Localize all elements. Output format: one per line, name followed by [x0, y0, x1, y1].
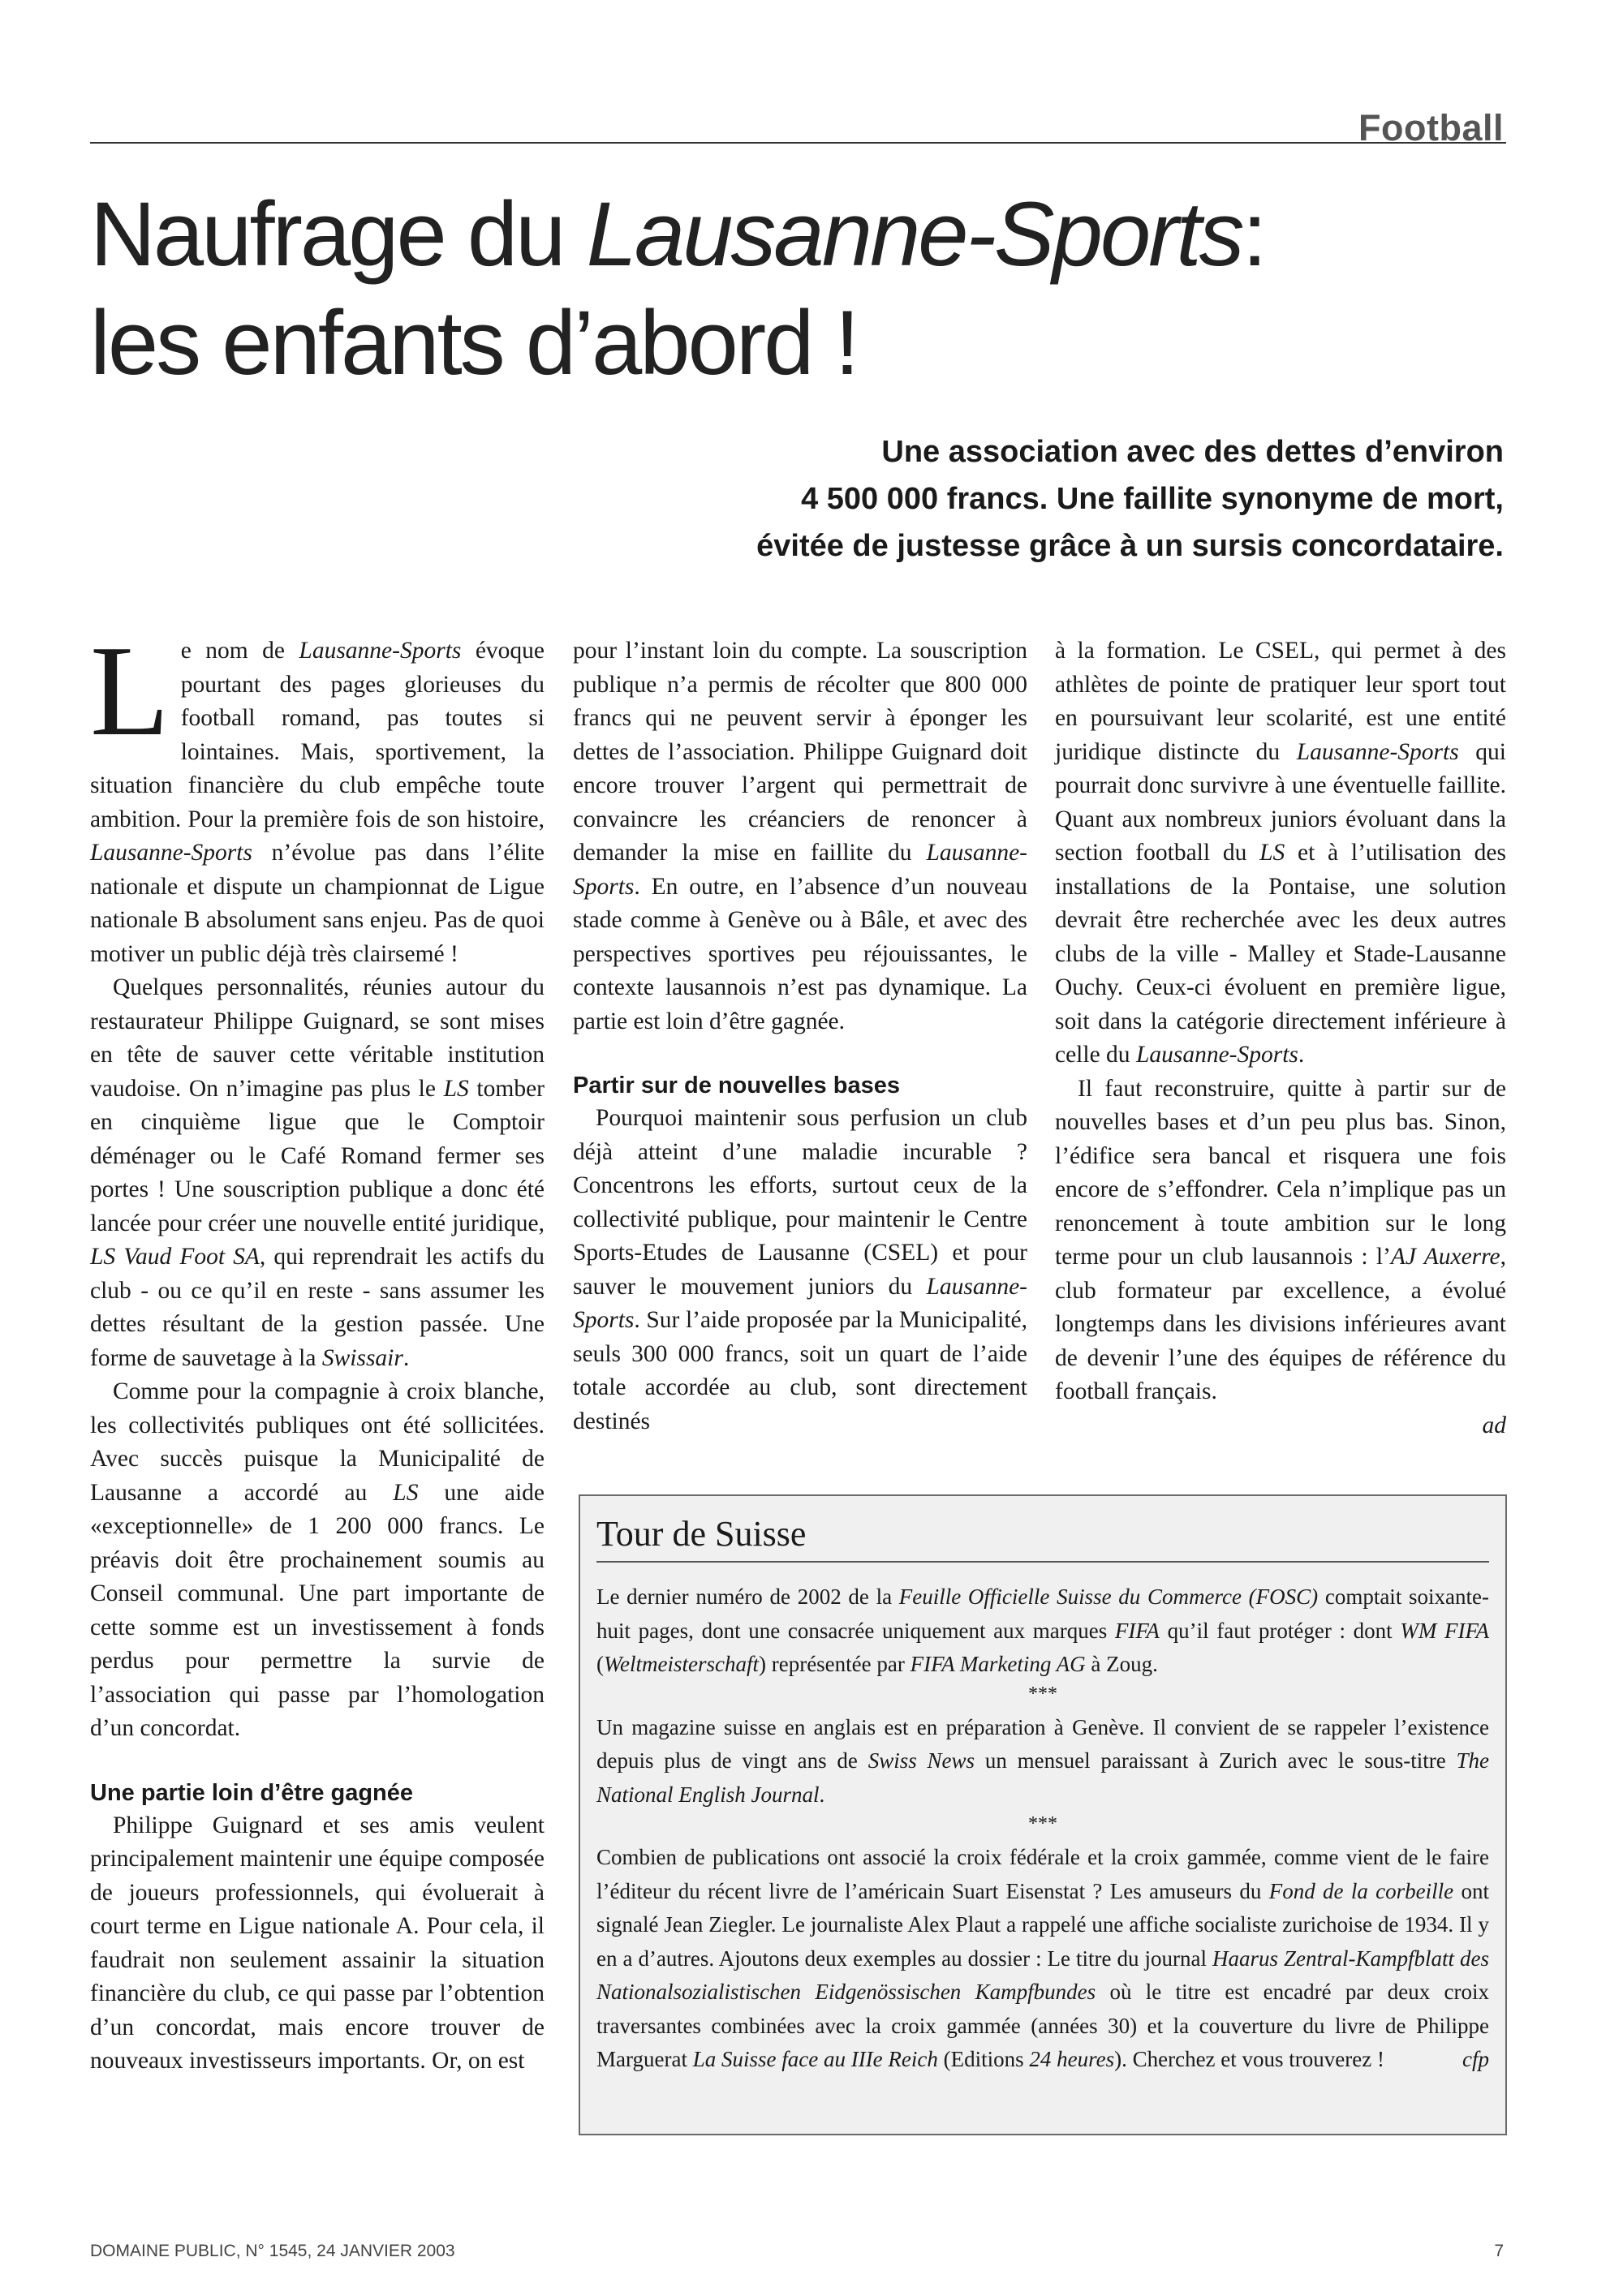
headline-line-1: [90, 180, 1506, 289]
text: ) représentée par: [758, 1652, 911, 1676]
text: pour l’instant loin du compte. La souscription publique n’a permis de récolter que 800 000 francs qui ne peuvent servir à éponger les dettes de l’association. Philippe Guignard doit encore trouver l’argent qui permettrait de convaincre les créanciers de renoncer à demander la mise en faillite du: [573, 638, 1027, 866]
text-em: 24 heures: [1029, 2047, 1115, 2071]
paragraph: Philippe Guignard et ses amis veulent principalement maintenir une équipe composée de joueurs professionnels, qui évoluerait à court terme en Ligue nationale A. Pour cela, il faudrait non seulement assainir la situation financière du club, ce qui passe par l’obtention d’un concordat, mais encore trouver de nouveaux investisseurs importants. Or, on est: [90, 1812, 545, 2074]
box-item: [596, 1841, 1489, 2077]
text: où le titre est encadré par deux croix traversantes combinées avec la croix gammée (années 30) et la couverture du livre de Philippe Marguerat: [596, 1980, 1489, 2071]
article-column-3: [1055, 634, 1506, 1443]
separator: ***: [1028, 1683, 1057, 1705]
box-title: Tour de Suisse: [596, 1511, 1489, 1563]
subheading: Une partie loin d’être gagnée: [90, 1779, 414, 1806]
text-em: Haarus Zentral-Kampfblatt des Nationalsozialistischen Eidgenössischen Kampfbundes: [596, 1946, 1489, 2004]
text: Le dernier numéro de 2002 de la: [596, 1584, 899, 1609]
text: tomber en cinquième ligue que le Comptoir déménager ou le Café Romand fermer ses portes ! Une souscription publique a donc été lancée pour créer une nouvelle entité juridique,: [90, 1075, 545, 1236]
text: et à l’utilisation des installations de la Pontaise, une solution devrait être recherchée avec les deux autres clubs de la ville - Malley et Stade-Lausanne Ouchy. Ceux-ci évoluent en première ligue, soit dans la catégorie directement inférieure à celle du: [1055, 840, 1506, 1068]
text-em: Swissair: [321, 1344, 403, 1371]
text-em: AJ Auxerre: [1390, 1244, 1500, 1270]
headline-text: Naufrage du: [90, 183, 587, 285]
text-em: FIFA: [1114, 1618, 1160, 1643]
text: n’évolue pas dans l’élite nationale et dispute un championnat de Ligue nationale B absolument sans enjeu. Pas de quoi motiver un public déjà très clairsemé !: [90, 840, 545, 967]
text-em: LS: [443, 1075, 469, 1102]
text-em: Weltmeisterschaft: [604, 1652, 759, 1676]
separator: ***: [1028, 1813, 1057, 1834]
page-number: 7: [1494, 2242, 1504, 2260]
box-signature: cfp: [1462, 2047, 1489, 2071]
text-em: Lausanne-Sports: [1135, 1042, 1298, 1068]
text: une aide «exceptionnelle» de 1 200 000 francs. Le préavis doit être prochainement soumis au Conseil communal. Une part importante de cette somme est un investissement à fonds perdus pour permettre la survie de l’association qui passe par l’homologation d’un concordat.: [90, 1479, 545, 1741]
text: . En outre, en l’absence d’un nouveau stade comme à Genève ou à Bâle, et avec des perspectives sportives peu réjouissantes, le contexte lausannois n’est pas dynamique. La partie est loin d’être gagnée.: [573, 873, 1027, 1034]
drop-cap: L: [90, 618, 170, 763]
text-em: Lausanne-Sports: [573, 1273, 1027, 1333]
paragraph: [90, 971, 545, 1375]
footer-publication: DOMAINE PUBLIC, N° 1545, 24 JANVIER 2003: [90, 2242, 455, 2260]
text: , club formateur par excellence, a évolué longtemps dans les divisions inférieures avant de devenir l’une des équipes de référence du football français.: [1055, 1244, 1506, 1404]
text-em: LS Vaud Foot SA: [90, 1244, 260, 1270]
text-em: Lausanne-Sports: [1296, 738, 1459, 765]
text: Quelques personnalités, réunies autour du restaurateur Philippe Guignard, se sont mises en tête de sauver cette véritable institution vaudoise. On n’imagine pas plus le: [90, 974, 545, 1102]
paragraph: [1055, 1073, 1506, 1409]
paragraph: [90, 618, 545, 971]
text: un mensuel paraissant à Zurich avec le sous-titre: [975, 1748, 1457, 1773]
text: ). Cherchez et vous trouverez !: [1114, 2047, 1384, 2071]
paragraph: [1055, 634, 1506, 1073]
box-item: [596, 1580, 1489, 1682]
author-signature: ad: [1482, 1412, 1506, 1438]
paragraph: [573, 634, 1027, 1038]
text: . Sur l’aide proposée par la Municipalité, seuls 300 000 francs, soit un quart de l’aide totale accordée au club, sont directement destinés: [573, 1307, 1027, 1434]
text: Il faut reconstruire, quitte à partir sur de nouvelles bases et d’un peu plus bas. Sinon, l’édifice sera bancal et risquera une fois encore de s’effondrer. Cela n’implique pas un renoncement à toute ambition sur le long terme pour un club lausannois : l’: [1055, 1075, 1506, 1270]
headline: [90, 180, 1506, 398]
headline-text: :: [1242, 183, 1265, 285]
section-label: Football: [1358, 107, 1504, 148]
text: évoque pourtant des pages glorieuses du football romand, pas toutes si lointaines. Mais, sportivement, la situation financière du club empêche toute ambition. Pour la première fois de son histoire,: [90, 638, 545, 832]
text-em: La Suisse face au IIIe Reich: [692, 2047, 938, 2071]
text: Combien de publications ont associé la croix fédérale et la croix gammée, comme vient de le faire l’éditeur du récent livre de l’américain Suart Eisenstat ? Les amuseurs du: [596, 1845, 1489, 1903]
text-em: Swiss News: [867, 1748, 975, 1773]
text-em: LS: [393, 1479, 419, 1506]
text-em: Lausanne-Sports: [573, 840, 1027, 900]
article-column-2: [573, 634, 1027, 1438]
tour-de-suisse-box: [579, 1494, 1507, 2135]
text: .: [1298, 1042, 1305, 1068]
subhead: [530, 428, 1504, 570]
text-em: Feuille Officielle Suisse du Commerce (FOSC): [898, 1584, 1319, 1609]
subhead-line: 4 500 000 francs. Une faillite synonyme de mort,: [801, 482, 1504, 516]
subhead-line: évitée de justesse grâce à un sursis concordataire.: [756, 529, 1504, 563]
article-column-1: [90, 618, 545, 2079]
top-rule: [90, 142, 1506, 144]
text-em: Lausanne-Sports: [299, 638, 462, 664]
text: qu’il faut protéger : dont: [1159, 1618, 1401, 1643]
text-em: Lausanne-Sports: [90, 840, 252, 866]
text: .: [819, 1782, 825, 1807]
text: (Editions: [937, 2047, 1030, 2071]
text: ont signalé Jean Ziegler. Le journaliste Alex Plaut a rappelé une affiche socialiste zurichoise de 1934. Il y en a d’autres. Ajoutons deux exemples au dossier : Le titre du journal: [596, 1878, 1489, 1971]
text: qui pourrait donc survivre à une éventuelle faillite. Quant aux nombreux juniors évoluant dans la section football du: [1055, 738, 1506, 866]
text-em: The National English Journal: [596, 1748, 1489, 1807]
text: (: [596, 1652, 604, 1676]
text-em: WM FIFA: [1400, 1618, 1489, 1643]
text-em: LS: [1259, 840, 1285, 866]
paragraph: [573, 1102, 1027, 1438]
text-em: Fond de la corbeille: [1268, 1878, 1454, 1903]
text: Comme pour la compagnie à croix blanche, les collectivités publiques ont été sollicitées. Avec succès puisque la Municipalité de Lausanne a accordé au: [90, 1378, 545, 1506]
subhead-line: Une association avec des dettes d’environ: [881, 435, 1504, 469]
text: .: [403, 1344, 410, 1371]
text-em: FIFA Marketing AG: [910, 1652, 1086, 1676]
text: à la formation. Le CSEL, qui permet à des athlètes de pointe de pratiquer leur sport tout en poursuivant leur scolarité, est une entité juridique distincte du: [1055, 638, 1506, 765]
text: , qui reprendrait les actifs du club - ou ce qu’il en reste - sans assumer les dettes résultant de la gestion passée. Une forme de sauvetage à la: [90, 1244, 545, 1371]
subheading: Partir sur de nouvelles bases: [573, 1073, 900, 1099]
paragraph: [90, 1375, 545, 1746]
headline-em: Lausanne-Sports: [586, 183, 1242, 285]
text: comptait soixante-huit pages, dont une consacrée uniquement aux marques: [596, 1584, 1489, 1643]
text: e nom de: [180, 638, 299, 664]
headline-line-2: les enfants d’abord !: [90, 292, 858, 393]
box-item: [596, 1711, 1489, 1812]
text: à Zoug.: [1085, 1652, 1158, 1676]
text: Un magazine suisse en anglais est en préparation à Genève. Il convient de se rappeler l’existence depuis plus de vingt ans de: [596, 1714, 1489, 1773]
text: Pourquoi maintenir sous perfusion un club déjà atteint d’une maladie incurable ? Concentrons les efforts, surtout ceux de la collectivité publique, pour maintenir le Centre Sports-Etudes de Lausanne (CSEL) et pour sauver le mouvement juniors du: [573, 1105, 1027, 1300]
